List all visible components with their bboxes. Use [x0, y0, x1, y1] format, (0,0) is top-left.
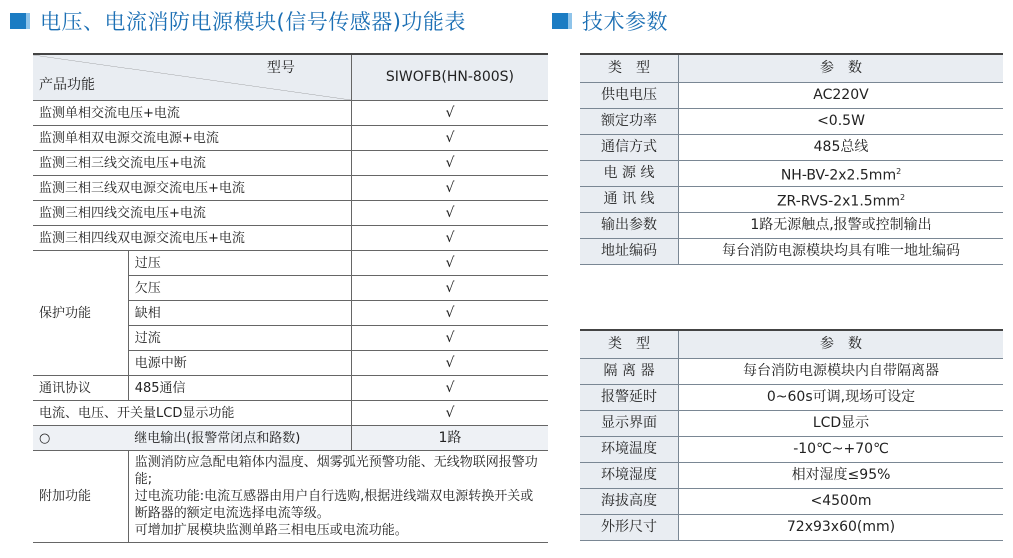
spec-row [580, 489, 1003, 515]
spec-key: 供电电压 [580, 83, 679, 109]
row-label: 监测三相四线双电源交流电压+电流 [33, 226, 351, 251]
spec-value: LCD显示 [679, 411, 1004, 437]
check-mark: √ [351, 126, 548, 151]
comm-sub: 485通信 [128, 376, 351, 401]
spec-title: 技术参数 [582, 10, 668, 34]
check-mark: √ [351, 251, 548, 276]
spec-value: <4500m [679, 489, 1004, 515]
spec-key: 电 源 线 [580, 161, 679, 187]
spec-heading [552, 6, 668, 36]
spec-row [580, 411, 1003, 437]
spec-row [580, 109, 1003, 135]
table-row [33, 426, 548, 451]
spec-key: 通信方式 [580, 135, 679, 161]
spec-value: 每台消防电源模块内自带隔离器 [679, 359, 1004, 385]
header-diagonal-cell [33, 54, 351, 101]
check-mark: √ [351, 101, 548, 126]
spec-value: 相对湿度≤95% [679, 463, 1004, 489]
spec-key: 隔 离 器 [580, 359, 679, 385]
extra-line: 可增加扩展模块监测单路三相电压或电流功能。 [134, 523, 408, 538]
protect-item-label: 缺相 [128, 301, 351, 326]
spec-value: 485总线 [679, 135, 1004, 161]
spec-value-cell [679, 187, 1004, 213]
table-row [33, 176, 548, 201]
spec-value: ZR-RVS-2x1.5mm [776, 193, 900, 210]
model-label: 型号 [266, 60, 295, 76]
extra-label: 附加功能 [33, 451, 128, 543]
spec-row [580, 135, 1003, 161]
spec-row [580, 463, 1003, 489]
spec-key: 报警延时 [580, 385, 679, 411]
extra-line: 监测消防应急配电箱体内温度、烟雾弧光预警功能、无线物联网报警功能; [134, 455, 538, 487]
spec-row [580, 385, 1003, 411]
extra-description [128, 451, 548, 543]
check-mark: √ [351, 201, 548, 226]
function-table [33, 53, 548, 543]
spec-key: 海拔高度 [580, 489, 679, 515]
relay-value: 1路 [351, 426, 548, 451]
spec-key: 输出参数 [580, 213, 679, 239]
check-mark: √ [351, 351, 548, 376]
superscript: 2 [896, 166, 902, 176]
spec-row [580, 515, 1003, 541]
spec-value-cell [679, 161, 1004, 187]
check-mark: √ [351, 226, 548, 251]
spec-row [580, 83, 1003, 109]
relay-mark: ○ [33, 426, 128, 451]
row-label: 监测单相交流电压+电流 [33, 101, 351, 126]
table-row [33, 151, 548, 176]
protect-item-label: 欠压 [128, 276, 351, 301]
heading-square-icon [552, 13, 572, 29]
spec-row [580, 239, 1003, 265]
spec-row [580, 437, 1003, 463]
spec-value: 0~60s可调,现场可设定 [679, 385, 1004, 411]
spec-value: 72x93x60(mm) [679, 515, 1004, 541]
spec-key: 地址编码 [580, 239, 679, 265]
protect-group-label: 保护功能 [33, 251, 128, 376]
protect-item-label: 过压 [128, 251, 351, 276]
table-row [33, 376, 548, 401]
spec-row [580, 359, 1003, 385]
check-mark: √ [351, 276, 548, 301]
spec-table-header [580, 54, 1003, 83]
param-header: 参 数 [679, 54, 1004, 83]
table-row [33, 401, 548, 426]
table-row [33, 101, 548, 126]
model-value: SIWOFB(HN-800S) [351, 54, 548, 101]
protect-item-label: 电源中断 [128, 351, 351, 376]
check-mark: √ [351, 176, 548, 201]
spec-table-header [580, 330, 1003, 359]
function-label: 产品功能 [39, 77, 95, 93]
spec-key: 显示界面 [580, 411, 679, 437]
row-label: 监测三相三线交流电压+电流 [33, 151, 351, 176]
spec-key: 环境温度 [580, 437, 679, 463]
spec-value: NH-BV-2x2.5mm [780, 167, 897, 184]
function-table-title: 电压、电流消防电源模块(信号传感器)功能表 [40, 10, 466, 34]
spec-row [580, 213, 1003, 239]
relay-label: 继电输出(报警常闭点和路数) [128, 426, 351, 451]
spec-key: 外形尺寸 [580, 515, 679, 541]
spec-row [580, 187, 1003, 213]
spec-value: <0.5W [679, 109, 1004, 135]
comm-label: 通讯协议 [33, 376, 128, 401]
check-mark: √ [351, 151, 548, 176]
check-mark: √ [351, 301, 548, 326]
row-label: 监测三相三线双电源交流电压+电流 [33, 176, 351, 201]
check-mark: √ [351, 401, 548, 426]
superscript: 2 [899, 192, 906, 202]
table-row [33, 251, 548, 276]
check-mark: √ [351, 326, 548, 351]
spec-value: AC220V [679, 83, 1004, 109]
spec-key: 通 讯 线 [580, 187, 679, 213]
lcd-label: 电流、电压、开关量LCD显示功能 [33, 401, 351, 426]
spec-value: 1路无源触点,报警或控制输出 [679, 213, 1004, 239]
spec-row [580, 161, 1003, 187]
function-table-header [33, 54, 548, 101]
row-label: 监测单相双电源交流电源+电流 [33, 126, 351, 151]
heading-square-icon [10, 13, 30, 29]
spec-table-1 [580, 53, 1003, 265]
spec-value: 每台消防电源模块均具有唯一地址编码 [679, 239, 1004, 265]
spec-key: 额定功率 [580, 109, 679, 135]
row-label: 监测三相四线交流电压+电流 [33, 201, 351, 226]
protect-item-label: 过流 [128, 326, 351, 351]
spec-key: 环境湿度 [580, 463, 679, 489]
check-mark: √ [351, 376, 548, 401]
table-row [33, 201, 548, 226]
param-header: 参 数 [679, 330, 1004, 359]
function-table-heading [10, 6, 466, 36]
spec-table-2 [580, 329, 1003, 541]
table-row [33, 226, 548, 251]
extra-line: 过电流功能:电流互感器由用户自行选购,根据进线端双电源转换开关或断路器的额定电流选择电流等级。 [134, 489, 534, 521]
spec-value: -10℃~+70℃ [679, 437, 1004, 463]
table-row [33, 451, 548, 543]
type-header: 类 型 [580, 54, 679, 83]
table-row [33, 126, 548, 151]
type-header: 类 型 [580, 330, 679, 359]
